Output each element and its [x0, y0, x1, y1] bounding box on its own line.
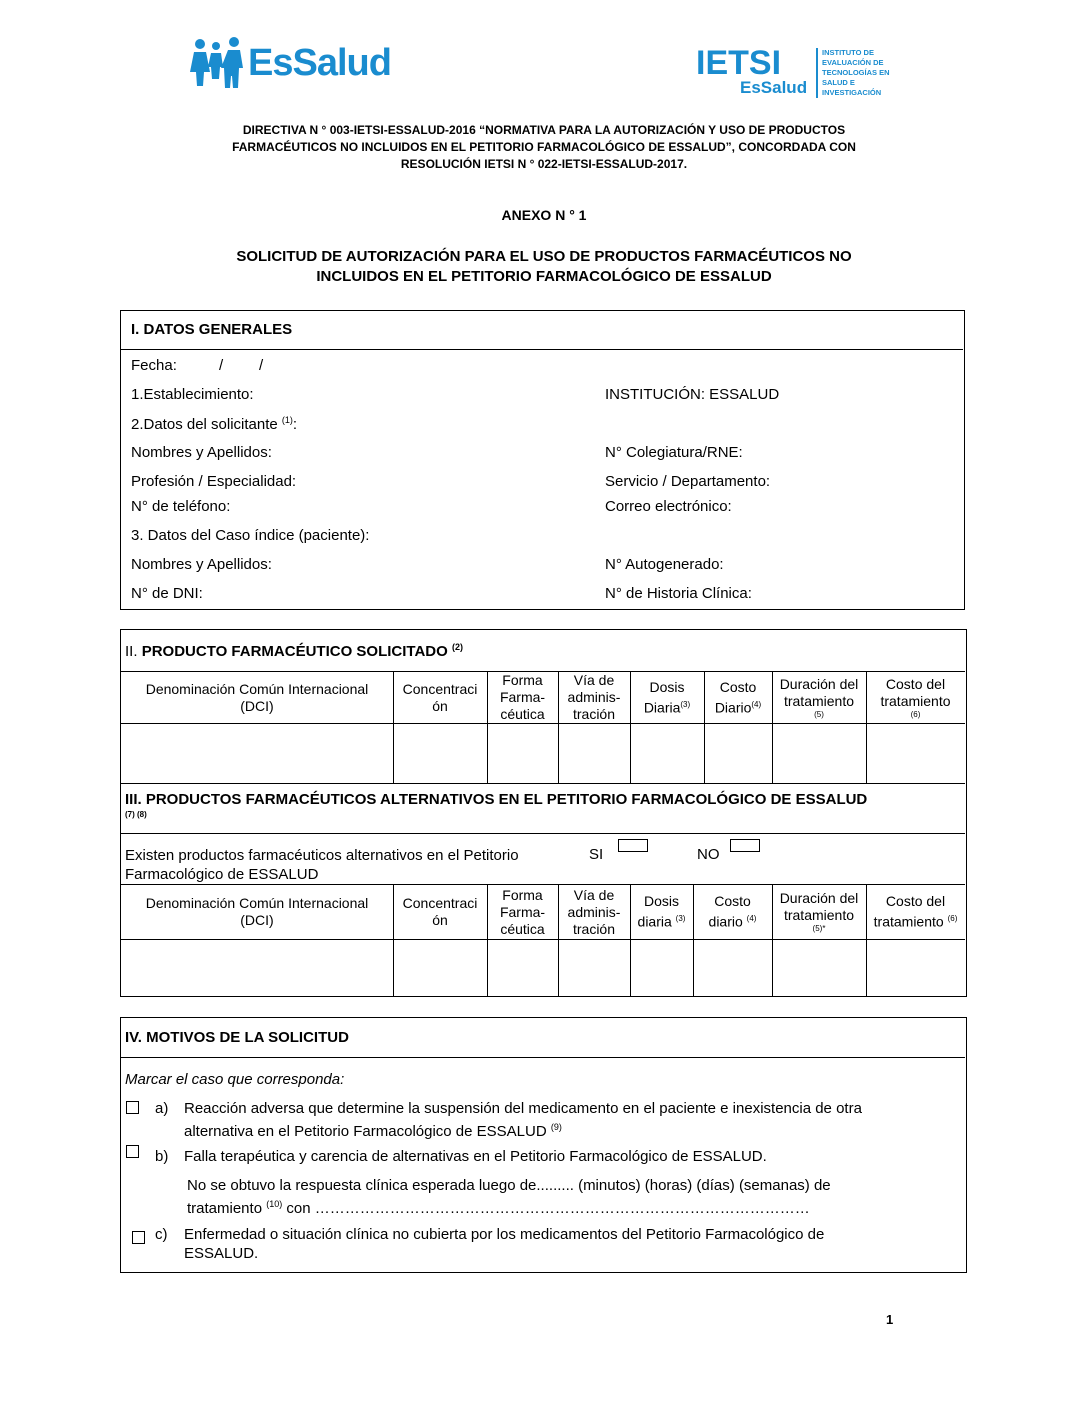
alternatives-question: Existen productos farmacéuticos alternativos en el Petitorio Farmacológico de ESSALUD [125, 847, 519, 883]
col-dci-header: Denominación Común Internacional (DCI) [145, 680, 369, 714]
establishment-label: 1.Establecimiento: [131, 386, 254, 403]
no-label: NO [697, 846, 720, 863]
section-reasons [120, 1017, 967, 1273]
col-daily-cost-header: Costo Diario$^{(4)}$ [714, 678, 762, 716]
option-c-letter: c) [155, 1226, 168, 1243]
option-c-checkbox[interactable] [132, 1231, 145, 1244]
ietsi-wordmark: IETSI [696, 44, 782, 82]
essalud-logo [190, 36, 430, 92]
phone-label: N° de teléfono: [131, 498, 231, 515]
date-slash-1: / [219, 357, 224, 374]
col-concentration-header: Concentraci ón [402, 680, 478, 714]
alt-col-daily-cost-header: Costo diario $^{(4)}$ [708, 893, 757, 930]
email-label: Correo electrónico: [605, 498, 732, 515]
yes-checkbox[interactable] [618, 839, 648, 852]
directive-reference: DIRECTIVA N ° 003-IETSI-ESSALUD-2016 “NORMATIVA PARA LA AUTORIZACIÓN Y USO DE PRODUCTOS FARMACÉUTICOS NO INCLUIDOS EN EL PETITORIO FARMACOLÓGICO DE ESSALUD”, CONCORDADA CON RESOLUCIÓN IETSI N ° 022-IETSI-ESSALUD-2017. [232, 123, 856, 171]
option-b-checkbox[interactable] [126, 1145, 139, 1158]
institution-label: INSTITUCIÓN: ESSALUD [605, 386, 780, 403]
section-1-title: I. DATOS GENERALES [131, 321, 293, 338]
alt-col-form-header: Forma Farma- céutica [499, 886, 546, 937]
col-duration-header: Duración del tratamiento (5) [779, 675, 859, 719]
dni-label: N° de DNI: [131, 585, 203, 602]
alt-col-route-header: Vía de adminis- tración [567, 886, 621, 937]
patient-name-label: Nombres y Apellidos: [131, 556, 272, 573]
date-slash-2: / [259, 357, 264, 374]
ietsi-institute-text: INSTITUTO DE EVALUACIÓN DE TECNOLOGÍAS EN SALUD E INVESTIGACIÓN [822, 48, 890, 97]
option-b-letter: b) [155, 1148, 169, 1165]
option-a-text: Reacción adversa que determine la suspensión del medicamento en el paciente e inexistencia de otra alternativa en el Petitorio Farmacológico de ESSALUD $^{(9)}$ [184, 1100, 862, 1140]
alt-col-dci-header: Denominación Común Internacional (DCI) [145, 895, 369, 928]
ietsi-logo [696, 46, 906, 102]
applicant-data-label: 2.Datos del solicitante $^{(1)}$: [131, 415, 298, 433]
ietsi-divider [816, 48, 818, 98]
option-a-letter: a) [155, 1100, 169, 1117]
option-b-detail: No se obtuvo la respuesta clínica esperada luego de......... (minutos) (horas) (días) (semanas) de tratamiento $^{(10)}$ con ……………………………………………………………………………………… [187, 1177, 831, 1217]
alt-col-duration-header: Duración del tratamiento (5)* [779, 890, 859, 933]
alt-col-treatment-cost-header: Costo del tratamiento $^{(6)}$ [873, 893, 958, 930]
clinical-record-label: N° de Historia Clínica: [605, 585, 752, 602]
section-3-title-notes: (7) (8) [125, 810, 147, 819]
section-4-title: IV. MOTIVOS DE LA SOLICITUD [125, 1029, 349, 1046]
section-2-title: II. PRODUCTO FARMACÉUTICO SOLICITADO $^{(2)}$ [125, 642, 463, 660]
autogenerated-label: N° Autogenerado: [605, 556, 724, 573]
option-b-text: Falla terapéutica y carencia de alternativas en el Petitorio Farmacológico de ESSALUD. [184, 1148, 767, 1165]
col-dose-header: Dosis Diaria$^{(3)}$ [643, 678, 691, 716]
alt-col-concentration-header: Concentraci ón [402, 895, 478, 928]
annex-title: ANEXO N ° 1 [501, 207, 587, 223]
col-form-header: Forma Farma- céutica [499, 672, 546, 722]
section-3-title: III. PRODUCTOS FARMACÉUTICOS ALTERNATIVOS EN EL PETITORIO FARMACOLÓGICO DE ESSALUD [125, 791, 868, 808]
instruction-text: Marcar el caso que corresponda: [125, 1071, 345, 1088]
yes-label: SI [589, 846, 604, 863]
section-general-data [120, 310, 965, 610]
option-c-text: Enfermedad o situación clínica no cubierta por los medicamentos del Petitorio Farmacológico de ESSALUD. [184, 1226, 825, 1262]
profession-label: Profesión / Especialidad: [131, 473, 297, 490]
registration-number-label: N° Colegiatura/RNE: [605, 444, 743, 461]
section-products [120, 629, 967, 997]
patient-data-label: 3. Datos del Caso índice (paciente): [131, 527, 370, 544]
col-route-header: Vía de adminis- tración [567, 672, 621, 722]
page-number: 1 [886, 1312, 894, 1327]
alt-col-dose-header: Dosis diaria $^{(3)}$ [637, 893, 686, 930]
no-checkbox[interactable] [730, 839, 760, 852]
date-label: Fecha: [131, 357, 177, 374]
service-label: Servicio / Departamento: [605, 473, 771, 490]
family-icon [190, 36, 250, 92]
essalud-wordmark: EsSalud [248, 42, 391, 84]
col-treatment-cost-header: Costo del tratamiento (6) [880, 675, 951, 719]
form-title: SOLICITUD DE AUTORIZACIÓN PARA EL USO DE PRODUCTOS FARMACÉUTICOS NO INCLUIDOS EN EL PETITORIO FARMACOLÓGICO DE ESSALUD [236, 248, 852, 285]
option-a-checkbox[interactable] [126, 1101, 139, 1114]
ietsi-essalud-wordmark: EsSalud [740, 78, 808, 97]
applicant-name-label: Nombres y Apellidos: [131, 444, 272, 461]
